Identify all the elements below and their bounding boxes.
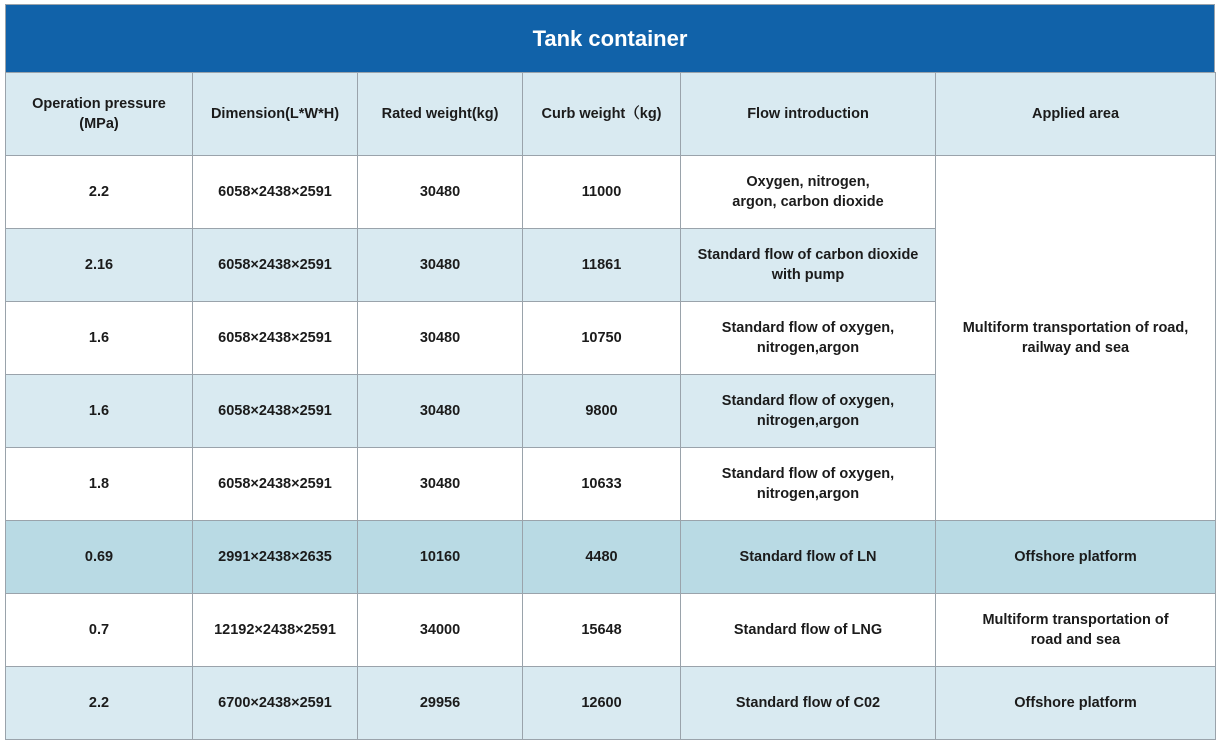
cell-dimension: 12192×2438×2591 [193, 594, 358, 667]
cell-flow: Standard flow of oxygen, nitrogen,argon [681, 302, 936, 375]
cell-pressure: 0.7 [6, 594, 193, 667]
table-row [6, 156, 1216, 229]
cell-pressure: 0.69 [6, 521, 193, 594]
cell-dimension: 6058×2438×2591 [193, 156, 358, 229]
cell-curb-weight: 10750 [523, 302, 681, 375]
cell-applied-area: Offshore platform [936, 521, 1216, 594]
header-dimension: Dimension(L*W*H) [193, 73, 358, 156]
header-operation-pressure: Operation pressure (MPa) [6, 73, 193, 156]
cell-rated-weight: 10160 [358, 521, 523, 594]
cell-rated-weight: 34000 [358, 594, 523, 667]
cell-applied-area-merged: Multiform transportation of road, railway and sea [936, 156, 1216, 521]
cell-flow: Standard flow of LN [681, 521, 936, 594]
cell-dimension: 6058×2438×2591 [193, 448, 358, 521]
cell-dimension: 6058×2438×2591 [193, 302, 358, 375]
table-title: Tank container [5, 4, 1215, 72]
header-applied-area: Applied area [936, 73, 1216, 156]
table-row [6, 594, 1216, 667]
spec-table-container [5, 4, 1215, 740]
cell-curb-weight: 12600 [523, 667, 681, 740]
cell-rated-weight: 29956 [358, 667, 523, 740]
cell-pressure: 1.6 [6, 302, 193, 375]
cell-flow: Standard flow of C02 [681, 667, 936, 740]
tank-container-spec-table [5, 72, 1216, 740]
cell-curb-weight: 4480 [523, 521, 681, 594]
cell-pressure: 1.6 [6, 375, 193, 448]
header-rated-weight: Rated weight(kg) [358, 73, 523, 156]
cell-rated-weight: 30480 [358, 448, 523, 521]
cell-curb-weight: 9800 [523, 375, 681, 448]
cell-curb-weight: 15648 [523, 594, 681, 667]
cell-dimension: 6700×2438×2591 [193, 667, 358, 740]
cell-rated-weight: 30480 [358, 302, 523, 375]
cell-applied-area: Multiform transportation of road and sea [936, 594, 1216, 667]
cell-dimension: 2991×2438×2635 [193, 521, 358, 594]
cell-rated-weight: 30480 [358, 375, 523, 448]
cell-flow: Standard flow of LNG [681, 594, 936, 667]
table-row [6, 667, 1216, 740]
cell-curb-weight: 11000 [523, 156, 681, 229]
header-curb-weight: Curb weight（kg) [523, 73, 681, 156]
cell-flow: Oxygen, nitrogen, argon, carbon dioxide [681, 156, 936, 229]
header-flow-introduction: Flow introduction [681, 73, 936, 156]
cell-rated-weight: 30480 [358, 229, 523, 302]
cell-flow: Standard flow of carbon dioxide with pump [681, 229, 936, 302]
cell-pressure: 2.2 [6, 156, 193, 229]
header-row [6, 73, 1216, 156]
table-row [6, 521, 1216, 594]
cell-curb-weight: 10633 [523, 448, 681, 521]
cell-rated-weight: 30480 [358, 156, 523, 229]
cell-pressure: 2.2 [6, 667, 193, 740]
cell-pressure: 2.16 [6, 229, 193, 302]
cell-flow: Standard flow of oxygen, nitrogen,argon [681, 448, 936, 521]
cell-flow: Standard flow of oxygen, nitrogen,argon [681, 375, 936, 448]
cell-dimension: 6058×2438×2591 [193, 229, 358, 302]
cell-curb-weight: 11861 [523, 229, 681, 302]
cell-applied-area: Offshore platform [936, 667, 1216, 740]
cell-pressure: 1.8 [6, 448, 193, 521]
cell-dimension: 6058×2438×2591 [193, 375, 358, 448]
